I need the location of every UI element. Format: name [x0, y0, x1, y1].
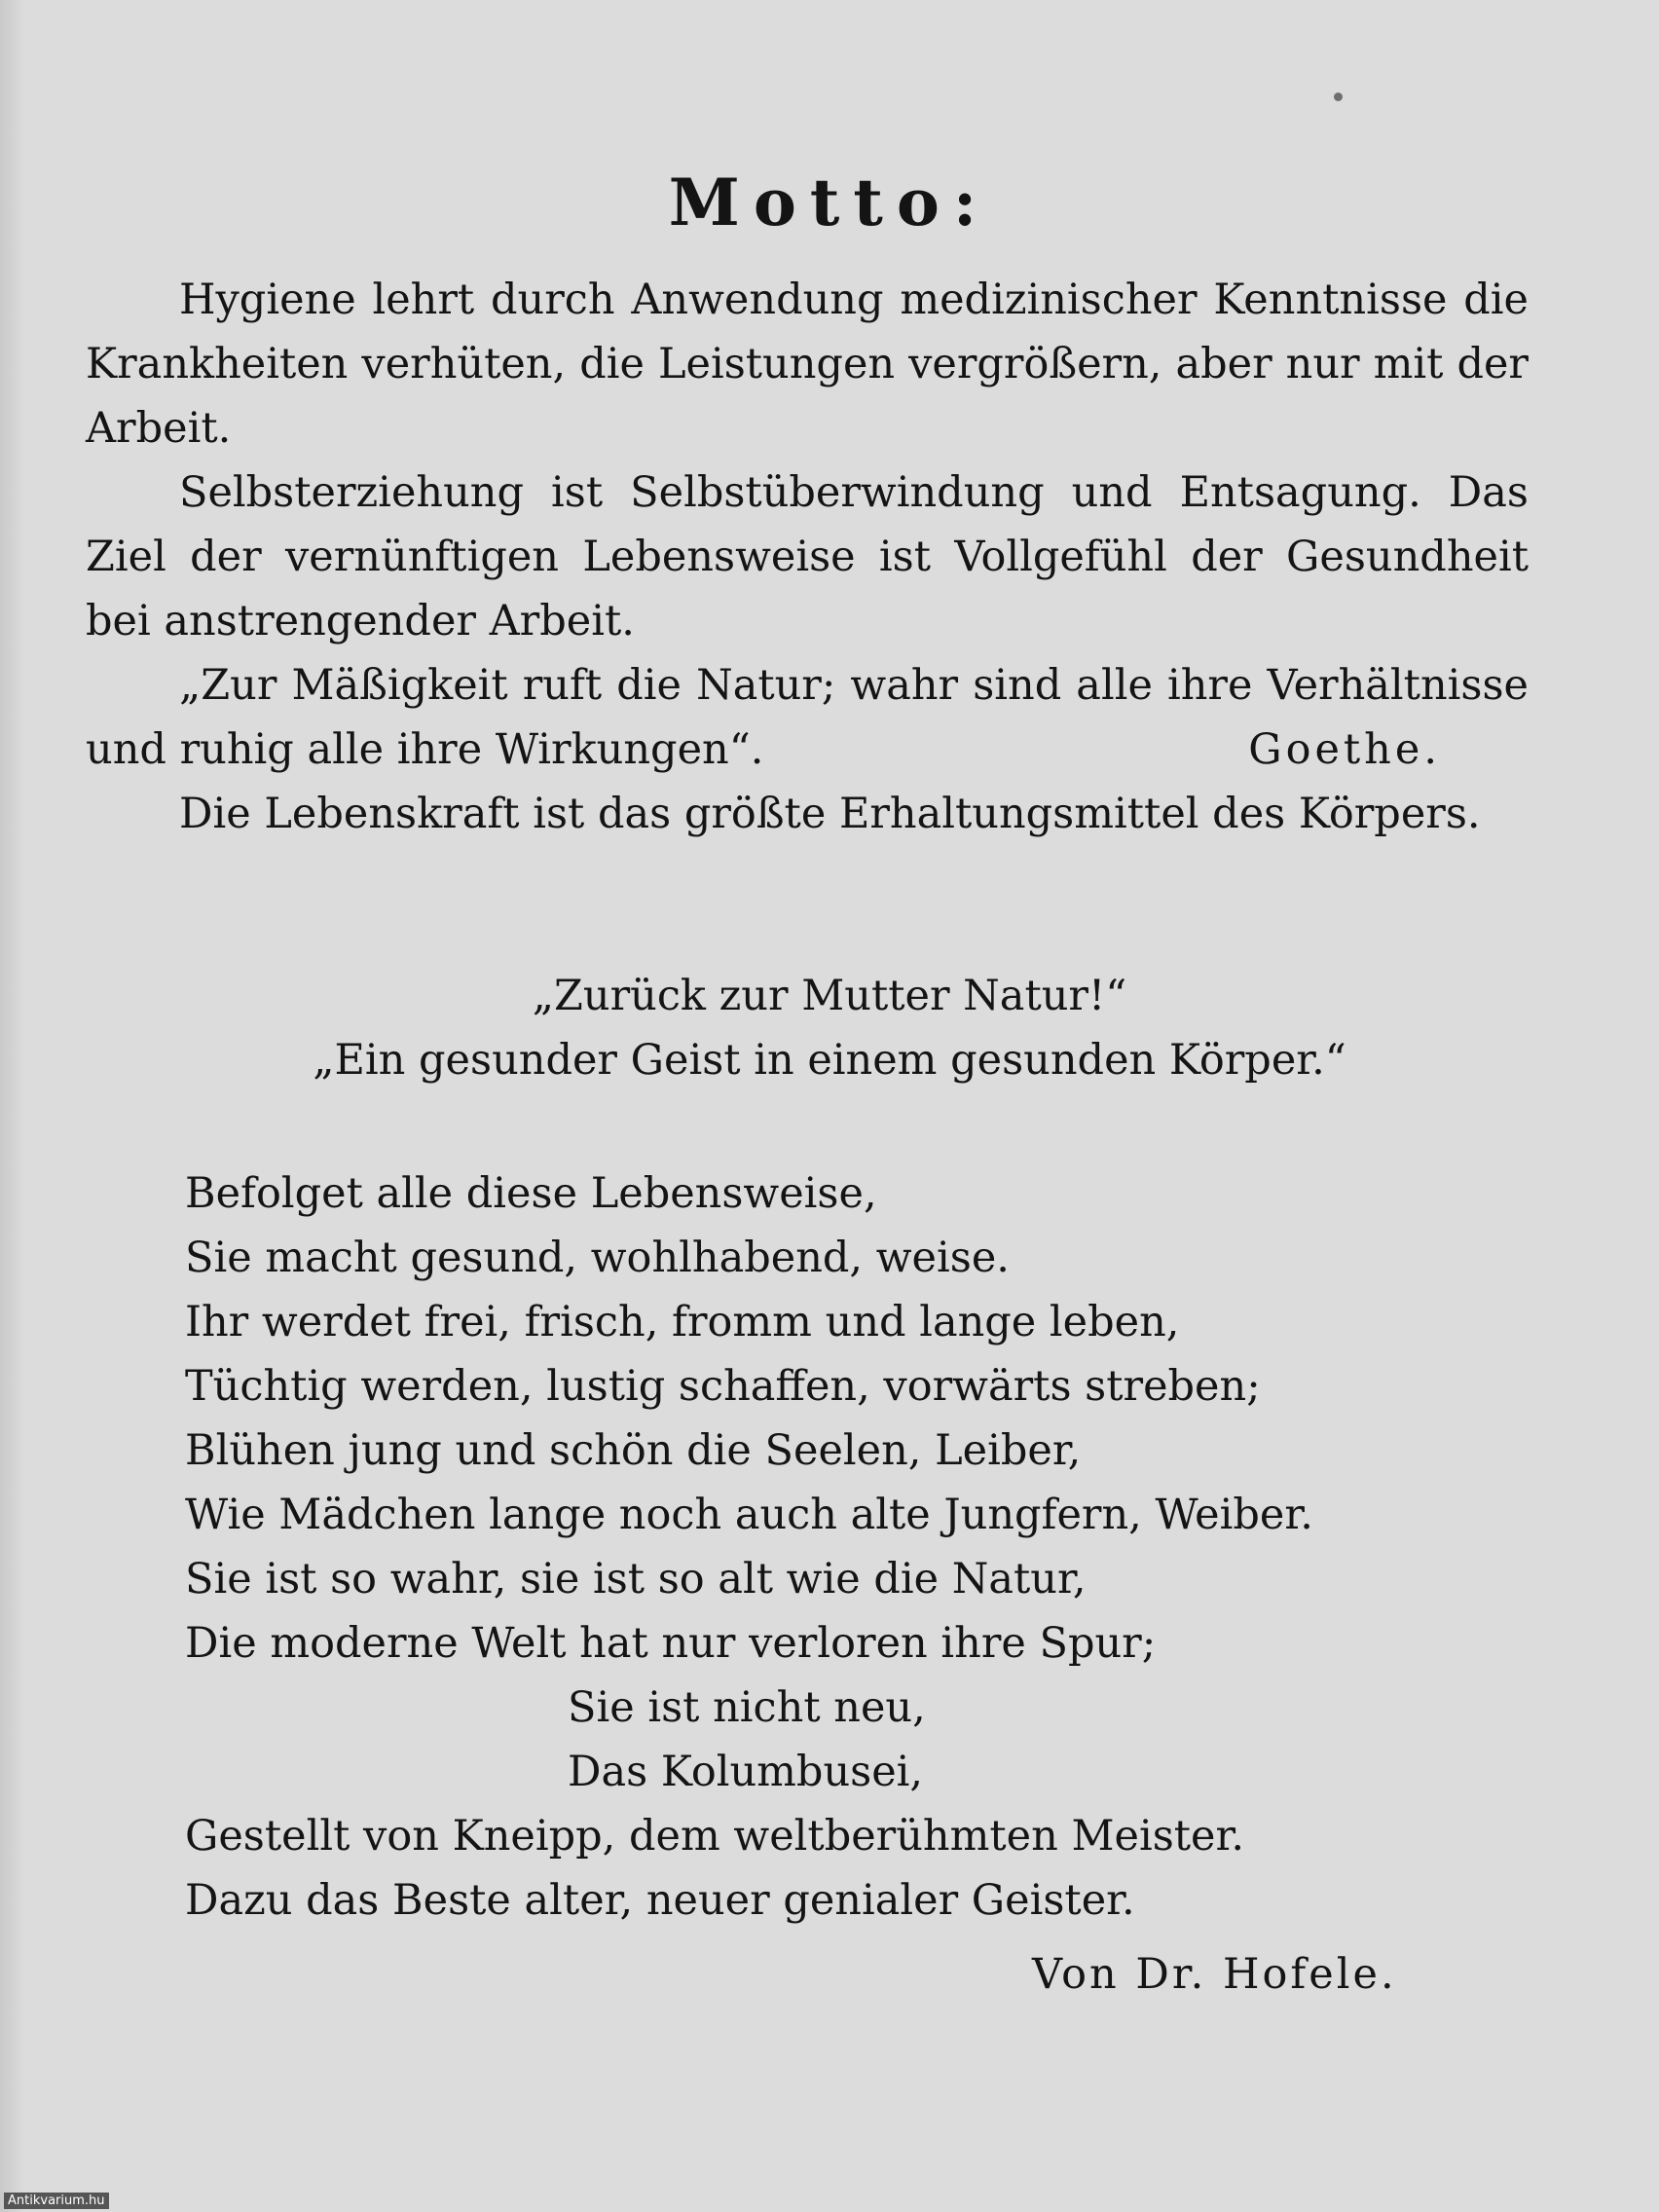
print-speck	[1334, 92, 1343, 101]
poem-line: Ihr werdet frei, frisch, fromm und lange leben,	[185, 1298, 1180, 1346]
page-title: Motto:	[668, 165, 991, 240]
poem-line: Dazu das Beste alter, neuer genialer Geister.	[185, 1876, 1135, 1925]
paragraph-hygiene: Hygiene lehrt durch Anwendung medizinischer Kenntnisse die Krankheiten verhüten, die Leistungen vergrößern, aber nur mit der Arbeit.	[86, 276, 1529, 453]
poem-line: Die moderne Welt hat nur verloren ihre Spur;	[185, 1619, 1157, 1668]
paragraph-self-education: Selbsterziehung ist Selbstüberwindung und Entsagung. Das Ziel der vernünftigen Lebensweise ist Vollgefühl der Gesundheit bei anstrengender Arbeit.	[86, 468, 1529, 645]
slogan-line: „Ein gesunder Geist in einem gesunden Körper.“	[313, 1036, 1346, 1085]
poem-center-line: Sie ist nicht neu,	[568, 1683, 926, 1732]
paragraph-life-force: Die Lebenskraft ist das größte Erhaltungsmittel des Körpers.	[179, 790, 1481, 838]
poem-line: Tüchtig werden, lustig schaffen, vorwärts streben;	[185, 1362, 1261, 1411]
poem-line: Blühen jung und schön die Seelen, Leiber,	[185, 1426, 1082, 1475]
poem-line: Sie macht gesund, wohlhabend, weise.	[185, 1234, 1010, 1282]
author-signature: Von Dr. Hofele.	[1032, 1950, 1397, 1999]
watermark: Antikvarium.hu	[4, 2193, 109, 2209]
poem	[185, 1161, 1451, 1933]
goethe-attribution: Goethe.	[1248, 725, 1441, 774]
slogan-line: „Zurück zur Mutter Natur!“	[532, 972, 1127, 1020]
poem-line: Gestellt von Kneipp, dem weltberühmten Meister.	[185, 1812, 1244, 1861]
poem-line: Wie Mädchen lange noch auch alte Jungfern, Weiber.	[185, 1491, 1313, 1539]
poem-center-line: Das Kolumbusei,	[568, 1748, 924, 1796]
poem-line: Sie ist so wahr, sie ist so alt wie die Natur,	[185, 1555, 1087, 1604]
goethe-quote-text: „Zur Mäßigkeit ruft die Natur; wahr sind alle ihre Verhältnisse und ruhig alle ihre Wirkungen“.	[86, 661, 1529, 774]
motto-text-block	[86, 268, 1529, 846]
poem-line: Befolget alle diese Lebensweise,	[185, 1169, 877, 1218]
slogans	[0, 964, 1659, 1092]
paragraph-goethe-quote	[86, 653, 1529, 782]
page-edge-shadow	[0, 0, 25, 2212]
